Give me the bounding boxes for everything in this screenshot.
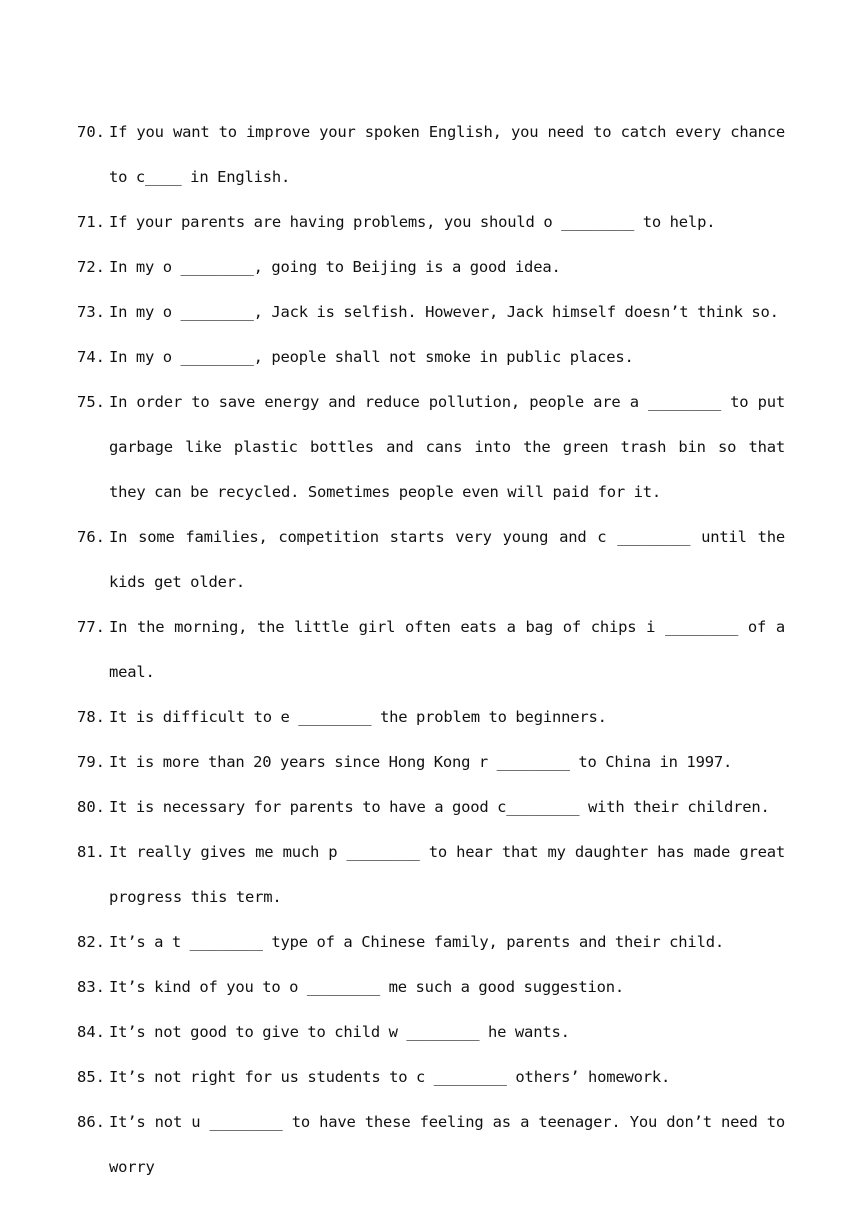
question-number: 81. — [77, 843, 105, 861]
question-text: It’s not right for us students to c ________ others’ homework. — [109, 1068, 671, 1086]
question-number: 84. — [77, 1023, 105, 1041]
question-item — [77, 515, 785, 605]
question-number: 73. — [77, 303, 105, 321]
question-number: 79. — [77, 753, 105, 771]
question-item — [77, 290, 785, 335]
question-item — [77, 740, 785, 785]
question-item — [77, 830, 785, 920]
question-text: It is difficult to e ________ the problem to beginners. — [109, 708, 607, 726]
question-item — [77, 785, 785, 830]
question-text: In my o ________, Jack is selfish. However, Jack himself doesn’t think so. — [109, 303, 779, 321]
question-item — [77, 695, 785, 740]
question-text: In order to save energy and reduce pollution, people are a ________ to put garbage like plastic bottles and cans into the green trash bin so that they can be recycled. Sometimes people even will paid for it. — [109, 393, 785, 501]
question-number: 72. — [77, 258, 105, 276]
question-item — [77, 335, 785, 380]
question-number: 75. — [77, 393, 105, 411]
question-text: In my o ________, going to Beijing is a good idea. — [109, 258, 561, 276]
question-item — [77, 1055, 785, 1100]
question-text: It’s a t ________ type of a Chinese family, parents and their child. — [109, 933, 724, 951]
question-text: If you want to improve your spoken English, you need to catch every chance to c____ in English. — [109, 123, 785, 186]
question-item — [77, 200, 785, 245]
question-text: It is more than 20 years since Hong Kong r ________ to China in 1997. — [109, 753, 733, 771]
question-number: 85. — [77, 1068, 105, 1086]
question-item — [77, 245, 785, 290]
question-number: 86. — [77, 1113, 105, 1131]
question-text: In the morning, the little girl often eats a bag of chips i ________ of a meal. — [109, 618, 785, 681]
question-item — [77, 1100, 785, 1190]
question-number: 70. — [77, 123, 105, 141]
question-number: 83. — [77, 978, 105, 996]
question-number: 78. — [77, 708, 105, 726]
question-item — [77, 920, 785, 965]
question-number: 80. — [77, 798, 105, 816]
question-item — [77, 380, 785, 515]
question-number: 76. — [77, 528, 105, 546]
question-number: 82. — [77, 933, 105, 951]
question-item — [77, 110, 785, 200]
question-text: In some families, competition starts very young and c ________ until the kids get older. — [109, 528, 785, 591]
question-text: If your parents are having problems, you should o ________ to help. — [109, 213, 716, 231]
question-text: It’s not good to give to child w ________ he wants. — [109, 1023, 570, 1041]
question-text: It’s not u ________ to have these feeling as a teenager. You don’t need to worry — [109, 1113, 785, 1176]
question-number: 77. — [77, 618, 105, 636]
question-text: It really gives me much p ________ to hear that my daughter has made great progress this term. — [109, 843, 785, 906]
question-text: It is necessary for parents to have a good c________ with their children. — [109, 798, 770, 816]
question-text: In my o ________, people shall not smoke in public places. — [109, 348, 634, 366]
question-number: 74. — [77, 348, 105, 366]
question-number: 71. — [77, 213, 105, 231]
question-text: It’s kind of you to o ________ me such a good suggestion. — [109, 978, 625, 996]
question-item — [77, 965, 785, 1010]
question-item — [77, 1010, 785, 1055]
question-list — [77, 110, 785, 1190]
question-item — [77, 605, 785, 695]
